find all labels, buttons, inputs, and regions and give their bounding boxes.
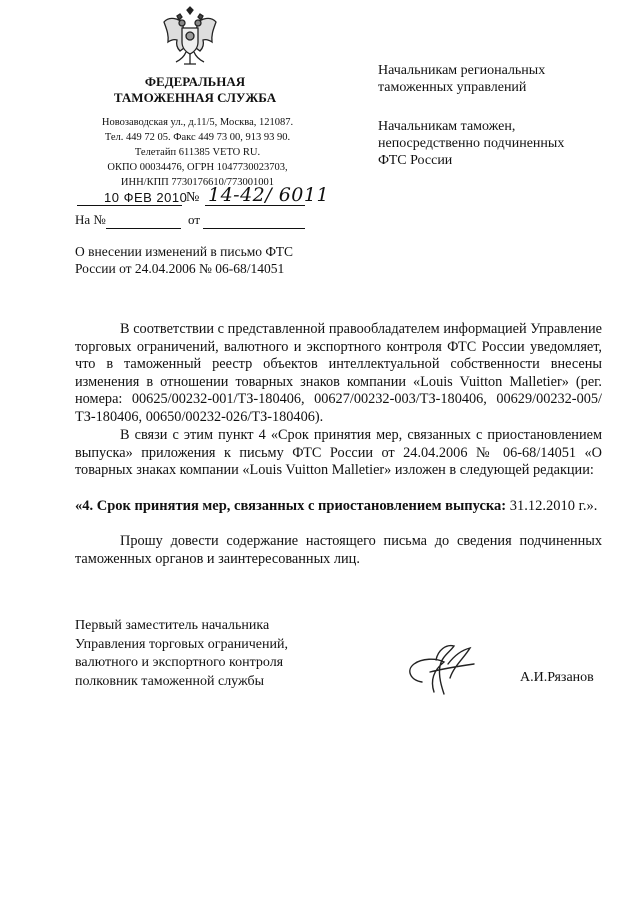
- ref-label: На №: [75, 212, 106, 227]
- number-label: №: [186, 190, 200, 205]
- letter-number: 14-42/ 6011: [208, 184, 330, 206]
- org-name-line1: ФЕДЕРАЛЬНАЯ: [144, 74, 246, 89]
- okpo-line: ОКПО 00034476, ОГРН 1047730023703,: [107, 162, 288, 173]
- signatory-line2: Управления торговых ограничений,: [75, 636, 288, 652]
- subject-line2: России от 24.04.2006 № 06-68/14051: [75, 261, 285, 276]
- signatory-line1: Первый заместитель начальника: [75, 618, 270, 633]
- signer-name: А.И.Рязанов: [520, 670, 594, 685]
- body-paragraph-1: В соответствии с представленной правообладателем информацией Управление торговых ограничений, валютного и экспортного контроля ФТС России уведомляет, что в таможенный реестр объектов интеллектуальной собственности внесены изменения в отношении товарных знаков компании «Louis Vuitton Malletier» (рег. номера: 00625/00232-001/ТЗ-180406, 00627/00232-003/ТЗ-180406, 00629/00232-005/ТЗ-180406, 00650/00232-026/ТЗ-180406).: [75, 321, 602, 425]
- ref-from-label: от: [188, 212, 201, 227]
- body-paragraph-3: [75, 498, 602, 516]
- quoted-clause-date: 31.12.2010 г.».: [506, 498, 598, 514]
- address-line: Новозаводская ул., д.11/5, Москва, 121087.: [101, 117, 294, 128]
- signatory-title: [75, 617, 355, 691]
- letter-date: 10 ФЕВ 2010: [104, 190, 188, 205]
- russian-coat-of-arms-emblem: [160, 6, 220, 72]
- date-underline: [77, 205, 182, 206]
- quoted-clause-bold: «4. Срок принятия мер, связанных с приостановлением выпуска:: [75, 498, 507, 514]
- teletype-line: Телетайп 611385 VETO RU.: [134, 147, 261, 158]
- org-name-line2: ТАМОЖЕННАЯ СЛУЖБА: [113, 90, 277, 105]
- ref-date-underline: [203, 228, 305, 229]
- recipient-line1: Начальникам региональных: [378, 63, 546, 78]
- signatory-line4: полковник таможенной службы: [75, 673, 265, 689]
- inn-line: ИНН/КПП 7730176610/773001001: [120, 177, 275, 188]
- recipient-line3: Начальникам таможен,: [378, 119, 516, 134]
- recipient-line2: таможенных управлений: [378, 80, 527, 95]
- number-underline: [205, 205, 305, 206]
- body-paragraph-2: В связи с этим пункт 4 «Срок принятия мер, связанных с приостановлением выпуска» приложения к письму ФТС России от 24.04.2006 № 06-68/14051 «О товарных знаках компании «Louis Vuitton Malletier» изложен в следующей редакции:: [75, 427, 602, 478]
- phone-line: Тел. 449 72 05. Факс 449 73 00, 913 93 90.: [104, 132, 291, 143]
- subject-line1: О внесении изменений в письмо ФТС: [75, 244, 294, 259]
- body-paragraph-4: Прошу довести содержание настоящего письма до сведения подчиненных таможенных органов и заинтересованных лиц.: [75, 533, 602, 567]
- signatory-line3: валютного и экспортного контроля: [75, 655, 284, 670]
- letter-subject: [75, 243, 315, 277]
- handwritten-signature: [392, 640, 492, 700]
- ref-number-underline: [106, 228, 181, 229]
- recipient-line5: ФТС России: [378, 153, 453, 168]
- recipient-line4: непосредственно подчиненных: [378, 136, 565, 151]
